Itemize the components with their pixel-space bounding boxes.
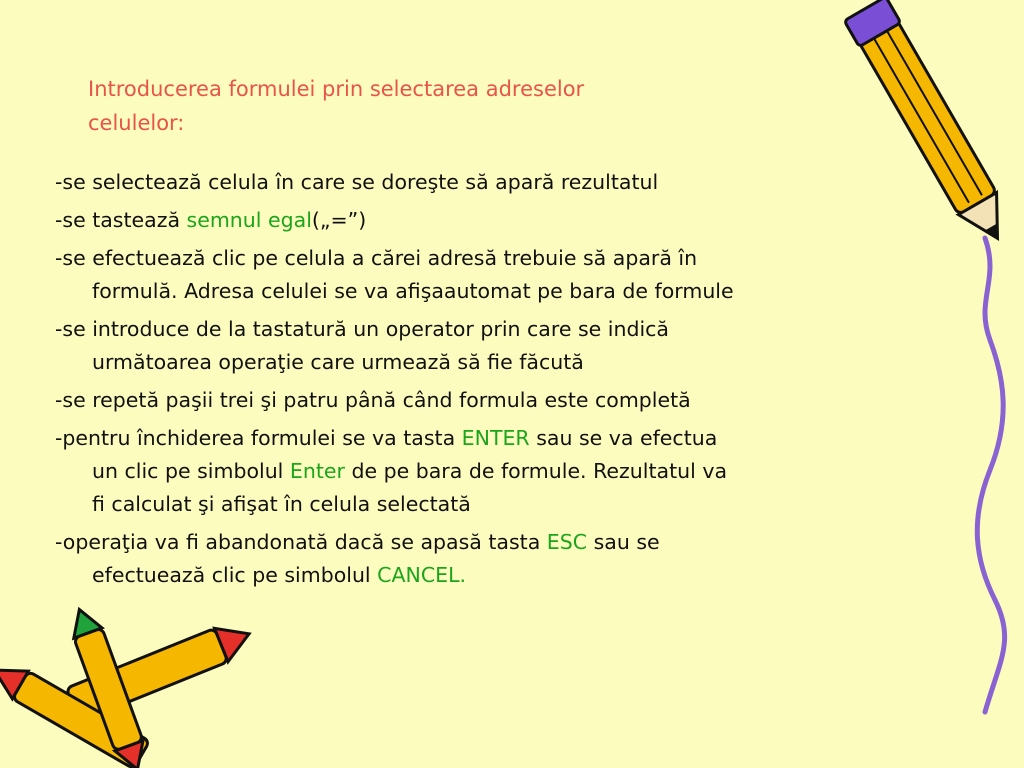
paragraph-3-line-2: formulă. Adresa celulei se va afişaautomat pe bara de formule (92, 279, 734, 303)
paragraph-6 (55, 422, 935, 521)
paragraph-7-post-1: sau se (587, 530, 660, 554)
paragraph-6-line-2-pre: un clic pe simbolul (92, 459, 290, 483)
paragraph-2-pre: -se tastează (55, 208, 187, 232)
paragraph-6-highlight-1: ENTER (461, 426, 530, 450)
paragraph-2 (55, 204, 935, 237)
paragraph-4-line-2: următoarea operaţie care urmează să fie făcută (92, 350, 584, 374)
paragraph-2-highlight: semnul egal (186, 208, 312, 232)
paragraph-1-text: -se selectează celula în care se doreşte să apară rezultatul (55, 170, 659, 194)
paragraph-3 (55, 242, 935, 308)
paragraph-6-line-2-post: de pe bara de formule. Rezultatul va (344, 459, 728, 483)
title-line-2: celulelor: (88, 111, 185, 135)
paragraph-3-line-1: -se efectuează clic pe celula a cărei adresă trebuie să apară în (55, 246, 698, 270)
paragraph-7-pre: -operaţia va fi abandonată dacă se apasă tasta (55, 530, 547, 554)
crayon-bundle-icon (0, 604, 256, 768)
paragraph-7 (55, 526, 935, 592)
paragraph-7-highlight-1: ESC (546, 530, 588, 554)
paragraph-2-post: („=”) (311, 208, 367, 232)
paragraph-6-mid-1: sau se va efectua (529, 426, 718, 450)
paragraph-7-highlight-2: CANCEL. (377, 563, 467, 587)
paragraph-1 (55, 166, 935, 199)
slide-body (55, 166, 935, 597)
scribble-line (977, 238, 1004, 712)
paragraph-4-line-1: -se introduce de la tastatură un operator prin care se indică (55, 317, 669, 341)
title-line-1: Introducerea formulei prin selectarea adreselor (88, 77, 585, 101)
paragraph-7-line-2-pre: efectuează clic pe simbolul (92, 563, 378, 587)
paragraph-6-highlight-2: Enter (289, 459, 345, 483)
paragraph-6-pre: -pentru închiderea formulei se va tasta (55, 426, 462, 450)
paragraph-5 (55, 384, 935, 417)
paragraph-5-text: -se repetă paşii trei şi patru până când formula este completă (55, 388, 691, 412)
paragraph-4 (55, 313, 935, 379)
slide-title (88, 72, 808, 140)
paragraph-6-line-3: fi calculat şi afişat în celula selectată (92, 492, 471, 516)
